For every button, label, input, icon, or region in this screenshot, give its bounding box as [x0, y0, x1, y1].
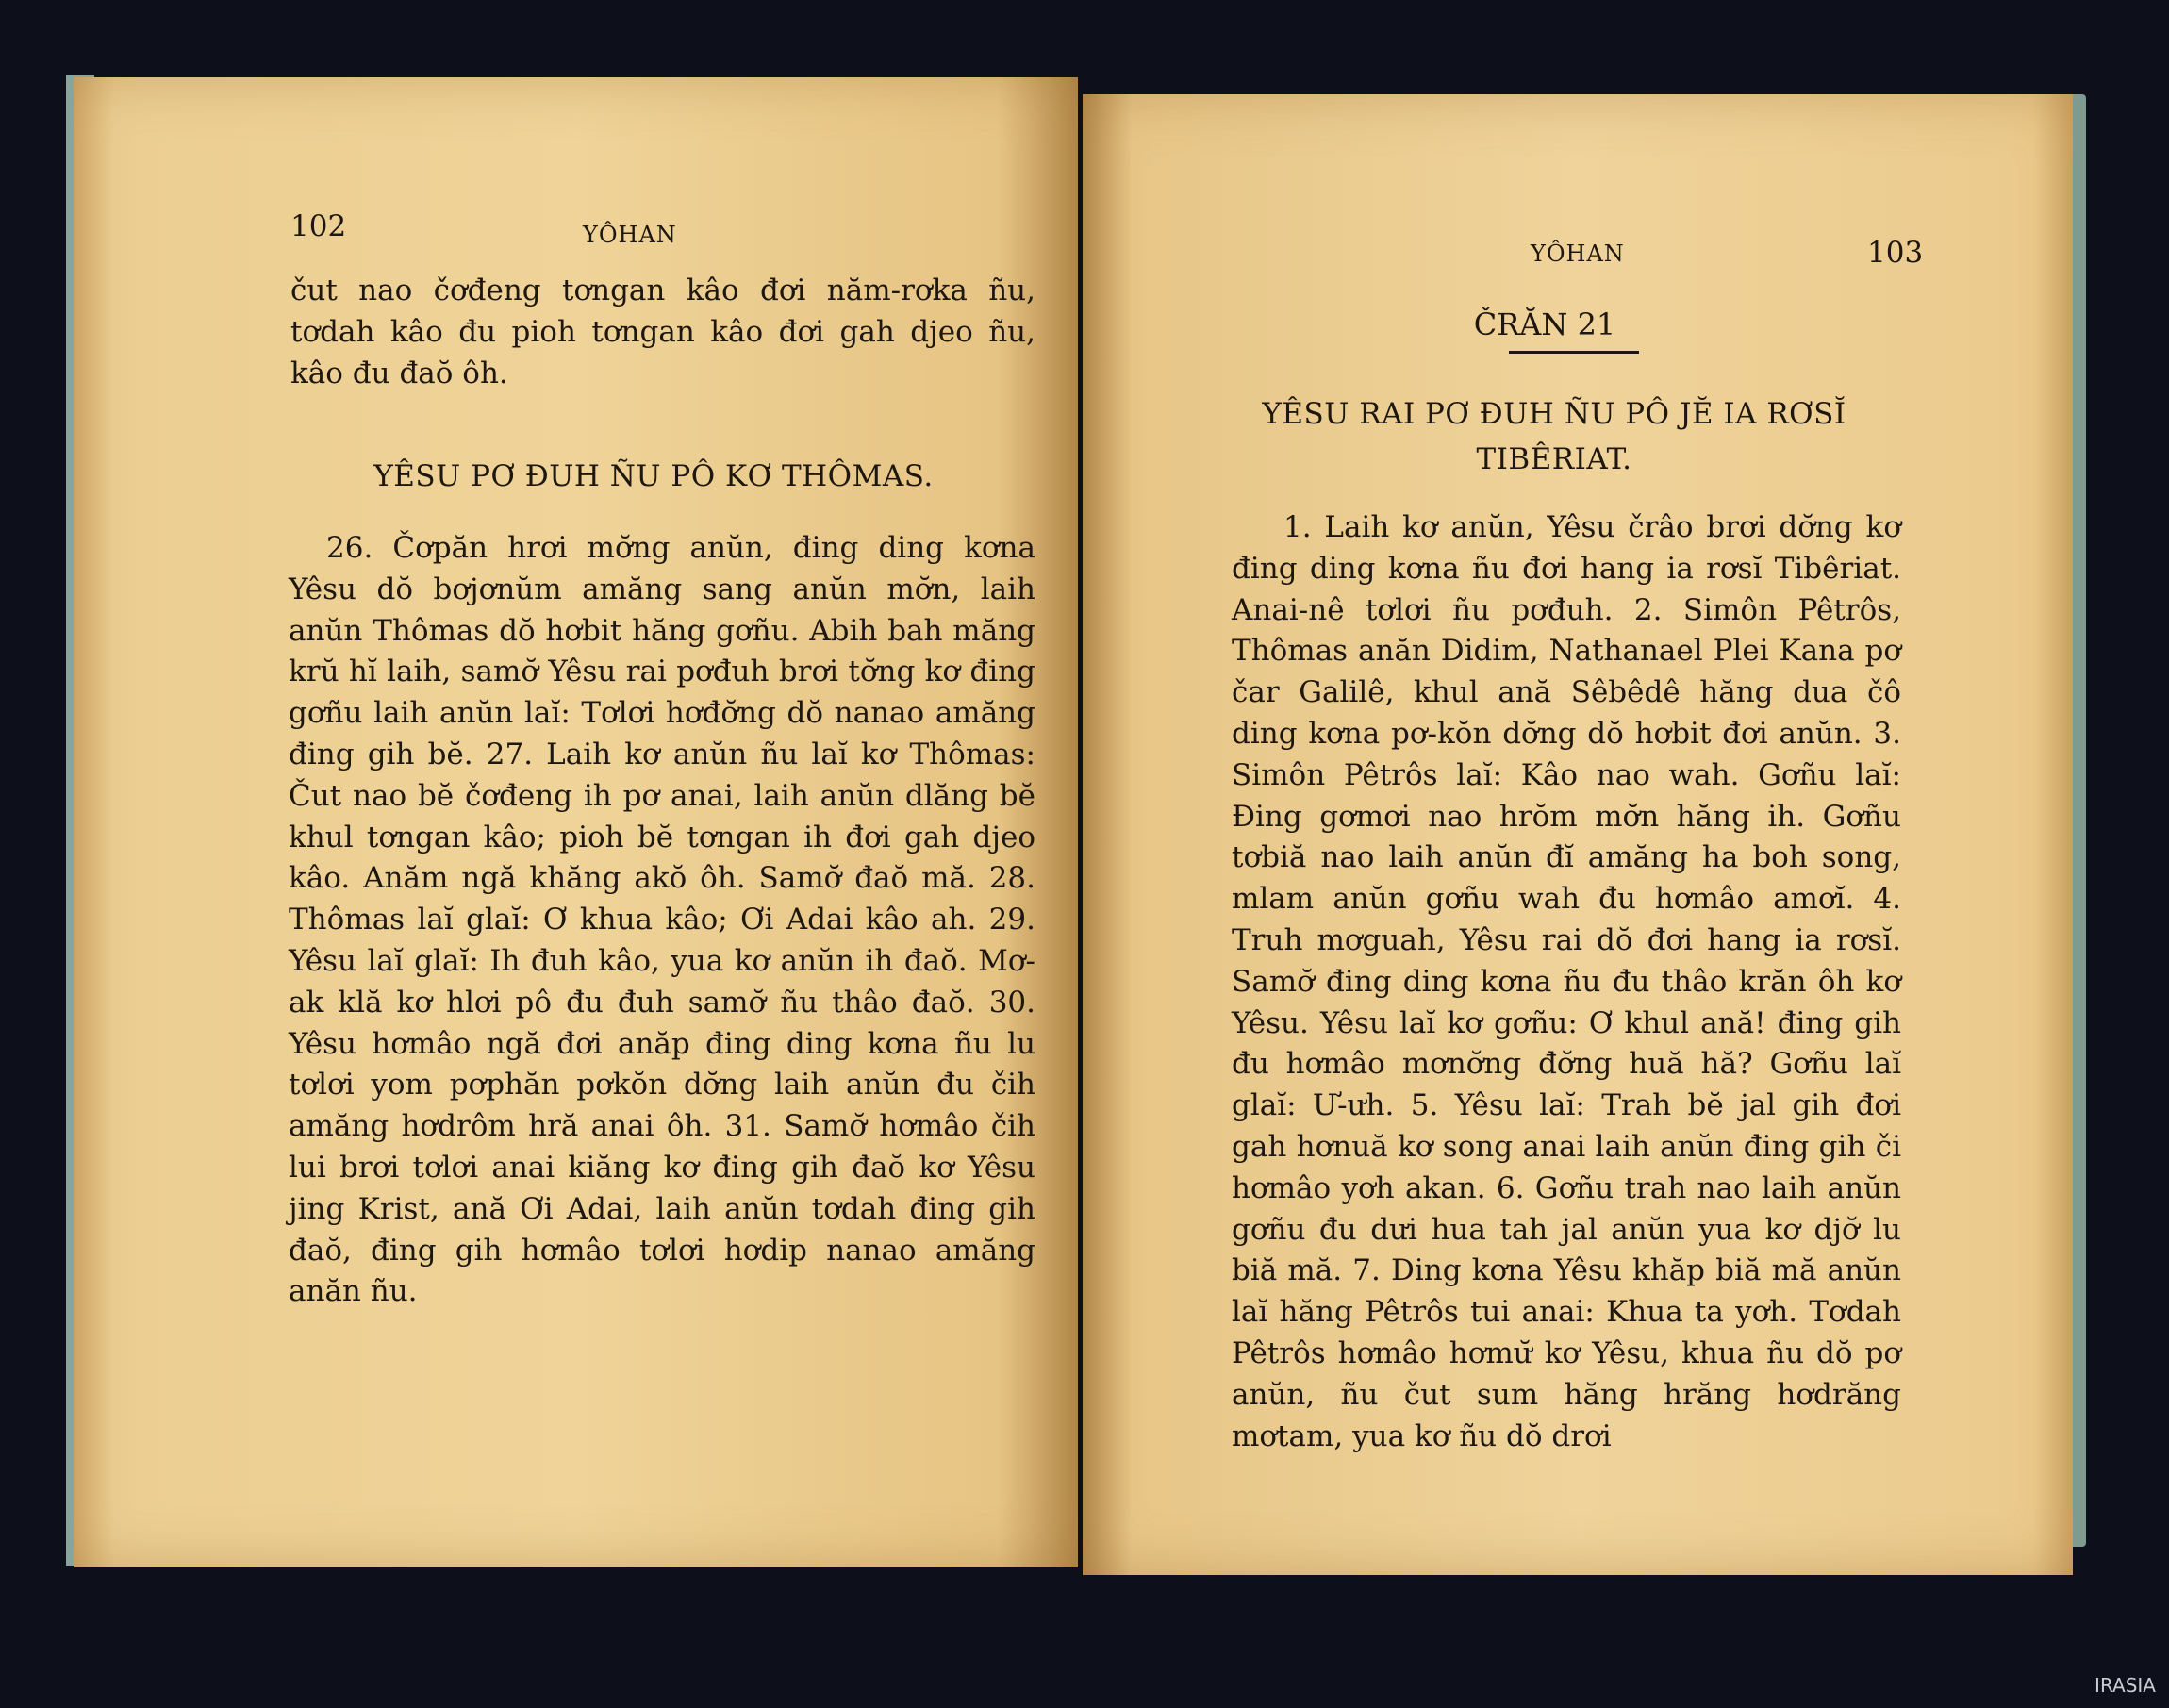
opening-paragraph: čut nao čơđeng tơngan kâo đơi năm-rơka ñu, tơdah kâo đu pioh tơngan kâo đơi gah djeo ñu, kâo đu đaŏ ôh.: [290, 274, 1035, 390]
body-text-right: [1232, 507, 1901, 1457]
section-heading-left: YÊSU PƠ ĐUH ÑU PÔ KƠ THÔMAS.: [373, 459, 934, 493]
section-heading-right: YÊSU RAI PƠ ĐUH ÑU PÔ JĔ IA RƠSĬ TIBÊRIAT.: [1262, 397, 1846, 476]
running-head-left: YÔHAN: [583, 222, 677, 248]
chapter-heading-underline: [1509, 351, 1639, 354]
running-head-right: YÔHAN: [1531, 240, 1625, 267]
right-page: [1083, 94, 2073, 1575]
left-page: [74, 77, 1078, 1567]
page-number-left: 102: [290, 209, 347, 243]
body-paragraph-left: 26. Čơpăn hrơi mơ̆ng anŭn, đing ding kơna Yêsu dŏ bơjơnŭm amăng sang anŭn mơ̆n, laih anŭn Thômas dŏ hơbit hăng gơñu. Abih bah măng krŭ hĭ laih, samơ̆ Yêsu rai pơđuh brơi tơ̆ng kơ đing gơñu laih anŭn laĭ: Tơlơi hơđơ̆ng dŏ nanao amăng đing gih bĕ. 27. Laih kơ anŭn ñu laĭ kơ Thômas: Čut nao bĕ čơđeng ih pơ anai, laih anŭn dlăng bĕ khul tơngan kâo; pioh bĕ tơngan ih đơi gah djeo kâo. Anăm ngă khăng akŏ ôh. Samơ̆ đaŏ mă. 28. Thômas laĭ glaĭ: Ơ khua kâo; Ơi Adai kâo ah. 29. Yêsu laĭ glaĭ: Ih đuh kâo, yua kơ anŭn ih đaŏ. Mơ-ak klă kơ hlơi pô đu đuh samơ̆ ñu thâo đaŏ. 30. Yêsu hơmâo ngă đơi anăp đing ding kơna ñu lu tơlơi yom pơphăn pơkŏn dơ̆ng laih anŭn đu čih amăng hơdrôm hră anai ôh. 31. Samơ̆ hơmâo čih lui brơi tơlơi anai kiăng kơ đing gih đaŏ kơ Yêsu jing Krist, ană Ơi Adai, laih anŭn tơdah đing gih đaŏ, đing gih hơmâo tơlơi hơdip nanao amăng anăn ñu.: [289, 531, 1035, 1309]
watermark: IRASIA: [2094, 1674, 2156, 1697]
chapter-heading: ČRĂN 21: [1473, 307, 1616, 342]
body-paragraph-right: 1. Laih kơ anŭn, Yêsu črâo brơi dơ̆ng kơ đing ding kơna ñu đơi hang ia rơsĭ Tibêriat. Anai-nê tơlơi ñu pơđuh. 2. Simôn Pêtrôs, Thômas anăn Didim, Nathanael Plei Kana pơ čar Galilê, khul ană Sêbêdê hăng dua čô ding kơna pơ-kŏn dơ̆ng dŏ hơbit đơi anŭn. 3. Simôn Pêtrôs laĭ: Kâo nao wah. Gơñu laĭ: Đing gơmơi nao hrŏm mơ̆n hăng ih. Gơñu tơbiă nao laih anŭn đĭ amăng ha boh song, mlam anŭn gơñu wah đu hơmâo amơĭ. 4. Truh mơguah, Yêsu rai dŏ đơi hang ia rơsĭ. Samơ̆ đing ding kơna ñu đu thâo krăn ôh kơ Yêsu. Yêsu laĭ kơ gơñu: Ơ khul ană! đing gih đu hơmâo mơnơ̆ng đơ̆ng huă hă? Gơñu laĭ glaĭ: Ư-ưh. 5. Yêsu laĭ: Trah bĕ jal gih đơi gah hơnuă kơ song anai laih anŭn đing gih či hơmâo yơh akan. 6. Gơñu trah nao laih anŭn gơñu đu dưi hua tah jal anŭn yua kơ djơ̆ lu biă mă. 7. Ding kơna Yêsu khăp biă mă anŭn laĭ hăng Pêtrôs tui anai: Khua ta yơh. Tơdah Pêtrôs hơmâo hơmư̆ kơ Yêsu, khua ñu dŏ pơ anŭn, ñu čut sum hăng hrăng hơdrăng mơtam, yua kơ ñu dŏ drơi: [1232, 510, 1901, 1453]
page-number-right: 103: [1867, 236, 1924, 270]
opening-text: [290, 271, 1035, 394]
body-text-left: [289, 528, 1035, 1313]
